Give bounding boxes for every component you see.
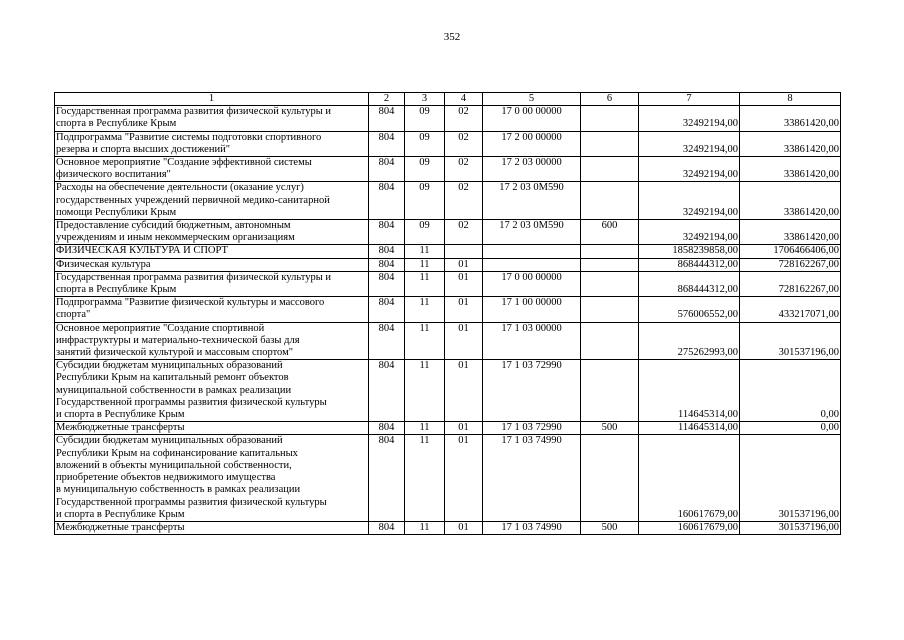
amount-year1-cell: 576006552,00 (639, 297, 740, 322)
row-name-line: Государственная программа развития физической культуры и (56, 271, 332, 283)
table-row (55, 245, 841, 258)
table-row (55, 106, 841, 131)
subsection-code-cell: 02 (445, 106, 483, 131)
row-name-line: Предоставление субсидий бюджетным, автономным (56, 220, 291, 232)
subsection-code-cell: 01 (445, 521, 483, 534)
chapter-code-cell: 11 (405, 322, 445, 360)
row-name-cell (55, 157, 369, 182)
target-article-cell: 17 1 03 72990 (483, 360, 581, 422)
chapter-code-cell: 11 (405, 258, 445, 271)
expense-type-cell: 600 (581, 220, 639, 245)
subsection-code-cell: 01 (445, 258, 483, 271)
table-row (55, 131, 841, 156)
row-name-line: вложений в объекты муниципальной собственности, (56, 459, 292, 471)
row-name-cell (55, 322, 369, 360)
subsection-code-cell (445, 245, 483, 258)
expense-type-cell (581, 245, 639, 258)
section-code-cell: 804 (369, 322, 405, 360)
table-row (55, 322, 841, 360)
row-name-line: спорта" (56, 309, 91, 321)
amount-year2-cell: 33861420,00 (740, 131, 841, 156)
row-name-cell (55, 435, 369, 521)
column-header: 8 (740, 93, 841, 106)
amount-year2-cell: 301537196,00 (740, 521, 841, 534)
chapter-code-cell: 11 (405, 245, 445, 258)
expense-type-cell (581, 322, 639, 360)
section-code-cell: 804 (369, 360, 405, 422)
expense-type-cell (581, 271, 639, 296)
row-name-line: ФИЗИЧЕСКАЯ КУЛЬТУРА И СПОРТ (56, 245, 228, 257)
subsection-code-cell: 02 (445, 131, 483, 156)
column-header: 6 (581, 93, 639, 106)
row-name-line: и спорта в Республике Крым (56, 409, 185, 421)
section-code-cell: 804 (369, 106, 405, 131)
row-name-line: Государственной программы развития физической культуры (56, 396, 327, 408)
section-code-cell: 804 (369, 131, 405, 156)
row-name-line: Субсидии бюджетам муниципальных образований (56, 360, 283, 372)
target-article-cell (483, 258, 581, 271)
row-name-line: Республики Крым на капитальный ремонт объектов (56, 372, 289, 384)
amount-year2-cell: 433217071,00 (740, 297, 841, 322)
section-code-cell: 804 (369, 297, 405, 322)
column-header: 7 (639, 93, 740, 106)
row-name-cell (55, 220, 369, 245)
chapter-code-cell: 09 (405, 182, 445, 220)
chapter-code-cell: 11 (405, 271, 445, 296)
target-article-cell: 17 2 00 00000 (483, 131, 581, 156)
table-row (55, 360, 841, 422)
table-body (55, 93, 841, 535)
row-name-cell (55, 182, 369, 220)
column-header: 4 (445, 93, 483, 106)
section-code-cell: 804 (369, 157, 405, 182)
row-name-line: резерва и спорта высших достижений" (56, 143, 230, 155)
amount-year2-cell: 0,00 (740, 360, 841, 422)
section-code-cell: 804 (369, 435, 405, 521)
subsection-code-cell: 01 (445, 322, 483, 360)
expense-type-cell (581, 131, 639, 156)
page-number: 352 (443, 31, 461, 43)
row-name-line: Республики Крым на софинансирование капитальных (56, 447, 298, 459)
row-name-line: занятий физической культурой и массовым спортом" (56, 347, 294, 359)
amount-year1-cell: 160617679,00 (639, 521, 740, 534)
expense-type-cell: 500 (581, 422, 639, 435)
row-name-line: Межбюджетные трансферты (56, 422, 185, 434)
target-article-cell: 17 1 03 00000 (483, 322, 581, 360)
amount-year2-cell: 33861420,00 (740, 106, 841, 131)
section-code-cell: 804 (369, 258, 405, 271)
table-row (55, 220, 841, 245)
row-name-cell (55, 245, 369, 258)
row-name-cell (55, 106, 369, 131)
chapter-code-cell: 09 (405, 157, 445, 182)
amount-year1-cell: 114645314,00 (639, 422, 740, 435)
amount-year1-cell: 32492194,00 (639, 157, 740, 182)
chapter-code-cell: 11 (405, 297, 445, 322)
subsection-code-cell: 01 (445, 435, 483, 521)
budget-table (54, 92, 841, 535)
row-name-line: в муниципальную собственность в рамках реализации (56, 484, 301, 496)
row-name-cell (55, 297, 369, 322)
row-name-line: Субсидии бюджетам муниципальных образований (56, 435, 283, 447)
row-name-line: государственных учреждений первичной медико-санитарной (56, 194, 330, 206)
section-code-cell: 804 (369, 422, 405, 435)
amount-year1-cell: 160617679,00 (639, 435, 740, 521)
section-code-cell: 804 (369, 271, 405, 296)
table-row (55, 258, 841, 271)
table-row (55, 182, 841, 220)
amount-year2-cell: 33861420,00 (740, 182, 841, 220)
chapter-code-cell: 11 (405, 360, 445, 422)
subsection-code-cell: 02 (445, 182, 483, 220)
expense-type-cell (581, 435, 639, 521)
row-name-line: Расходы на обеспечение деятельности (оказание услуг) (56, 182, 304, 194)
target-article-cell: 17 1 03 74990 (483, 521, 581, 534)
expense-type-cell (581, 360, 639, 422)
target-article-cell: 17 2 03 0М590 (483, 220, 581, 245)
row-name-line: и спорта в Республике Крым (56, 508, 185, 520)
section-code-cell: 804 (369, 245, 405, 258)
amount-year2-cell: 728162267,00 (740, 258, 841, 271)
amount-year2-cell: 301537196,00 (740, 322, 841, 360)
amount-year1-cell: 114645314,00 (639, 360, 740, 422)
amount-year1-cell: 275262993,00 (639, 322, 740, 360)
chapter-code-cell: 09 (405, 220, 445, 245)
chapter-code-cell: 11 (405, 422, 445, 435)
row-name-line: физического воспитания" (56, 169, 171, 181)
row-name-line: Подпрограмма "Развитие системы подготовки спортивного (56, 131, 322, 143)
target-article-cell: 17 0 00 00000 (483, 106, 581, 131)
row-name-line: спорта в Республике Крым (56, 118, 177, 130)
table-row (55, 157, 841, 182)
column-header: 2 (369, 93, 405, 106)
amount-year2-cell: 728162267,00 (740, 271, 841, 296)
target-article-cell: 17 1 00 00000 (483, 297, 581, 322)
amount-year2-cell: 33861420,00 (740, 157, 841, 182)
amount-year2-cell: 33861420,00 (740, 220, 841, 245)
row-name-cell (55, 271, 369, 296)
amount-year1-cell: 32492194,00 (639, 131, 740, 156)
row-name-cell (55, 258, 369, 271)
subsection-code-cell: 01 (445, 360, 483, 422)
row-name-cell (55, 422, 369, 435)
amount-year2-cell: 1706466406,00 (740, 245, 841, 258)
section-code-cell: 804 (369, 182, 405, 220)
row-name-line: Физическая культура (56, 258, 151, 270)
expense-type-cell (581, 106, 639, 131)
chapter-code-cell: 11 (405, 435, 445, 521)
table-row (55, 435, 841, 521)
row-name-line: Межбюджетные трансферты (56, 521, 185, 533)
row-name-line: приобретение объектов недвижимого имущества (56, 472, 276, 484)
expense-type-cell (581, 297, 639, 322)
row-name-line: муниципальной собственности в рамках реализации (56, 384, 292, 396)
subsection-code-cell: 02 (445, 157, 483, 182)
row-name-line: Подпрограмма "Развитие физической культуры и массового (56, 297, 325, 309)
amount-year1-cell: 868444312,00 (639, 258, 740, 271)
subsection-code-cell: 01 (445, 422, 483, 435)
table-row (55, 271, 841, 296)
target-article-cell: 17 2 03 00000 (483, 157, 581, 182)
row-name-cell (55, 521, 369, 534)
expense-type-cell: 500 (581, 521, 639, 534)
column-header: 3 (405, 93, 445, 106)
expense-type-cell (581, 182, 639, 220)
target-article-cell: 17 0 00 00000 (483, 271, 581, 296)
row-name-line: Основное мероприятие "Создание эффективной системы (56, 157, 312, 169)
target-article-cell: 17 2 03 0М590 (483, 182, 581, 220)
row-name-cell (55, 131, 369, 156)
target-article-cell: 17 1 03 74990 (483, 435, 581, 521)
amount-year1-cell: 32492194,00 (639, 182, 740, 220)
row-name-line: Государственная программа развития физической культуры и (56, 106, 332, 118)
section-code-cell: 804 (369, 220, 405, 245)
row-name-line: инфраструктуры и материально-технической базы для (56, 334, 300, 346)
subsection-code-cell: 02 (445, 220, 483, 245)
chapter-code-cell: 11 (405, 521, 445, 534)
section-code-cell: 804 (369, 521, 405, 534)
subsection-code-cell: 01 (445, 297, 483, 322)
row-name-line: Основное мероприятие "Создание спортивной (56, 322, 265, 334)
table-header-row (55, 93, 841, 106)
table-row (55, 521, 841, 534)
row-name-line: помощи Республики Крым (56, 206, 177, 218)
amount-year2-cell: 0,00 (740, 422, 841, 435)
amount-year1-cell: 868444312,00 (639, 271, 740, 296)
column-header: 1 (55, 93, 369, 106)
target-article-cell (483, 245, 581, 258)
table-row (55, 297, 841, 322)
expense-type-cell (581, 258, 639, 271)
row-name-line: Государственной программы развития физической культуры (56, 496, 327, 508)
row-name-line: учреждениям и иным некоммерческим организациям (56, 232, 295, 244)
chapter-code-cell: 09 (405, 131, 445, 156)
row-name-line: спорта в Республике Крым (56, 284, 177, 296)
table-row (55, 422, 841, 435)
expense-type-cell (581, 157, 639, 182)
amount-year1-cell: 32492194,00 (639, 106, 740, 131)
amount-year2-cell: 301537196,00 (740, 435, 841, 521)
subsection-code-cell: 01 (445, 271, 483, 296)
row-name-cell (55, 360, 369, 422)
chapter-code-cell: 09 (405, 106, 445, 131)
column-header: 5 (483, 93, 581, 106)
amount-year1-cell: 1858239858,00 (639, 245, 740, 258)
amount-year1-cell: 32492194,00 (639, 220, 740, 245)
target-article-cell: 17 1 03 72990 (483, 422, 581, 435)
